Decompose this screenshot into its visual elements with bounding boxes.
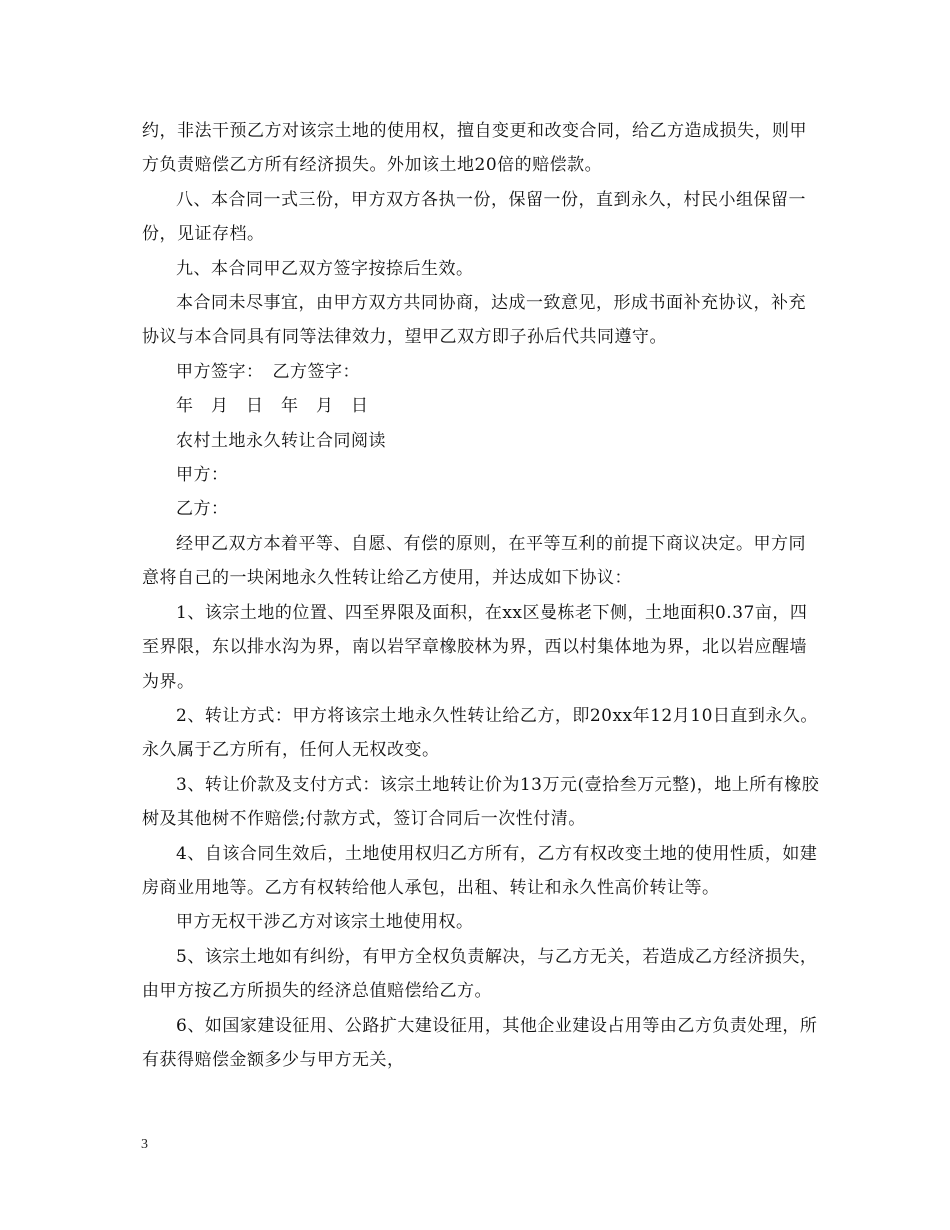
paragraph: 2、转让方式：甲方将该宗土地永久性转让给乙方，即20xx年12月10日直到永久。永久属于乙方所有，任何人无权改变。 xyxy=(142,705,818,761)
paragraph: 约，非法干预乙方对该宗土地的使用权，擅自变更和改变合同，给乙方造成损失，则甲方负责赔偿乙方所有经济损失。外加该土地20倍的赔偿款。 xyxy=(142,121,807,176)
paragraph: 4、自该合同生效后，土地使用权归乙方所有，乙方有权改变土地的使用性质，如建房商业用地等。乙方有权转给他人承包，出租、转让和永久性高价转让等。 xyxy=(142,843,818,898)
party-a-line: 甲方： xyxy=(176,465,229,486)
page-number: 3 xyxy=(141,1137,148,1152)
paragraph: 九、本合同甲乙双方签字按捺后生效。 xyxy=(176,258,474,279)
paragraph: 本合同未尽事宜，由甲方双方共同协商，达成一致意见，形成书面补充协议，补充协议与本合同具有同等法律效力，望甲乙双方即子孙后代共同遵守。 xyxy=(142,293,806,348)
paragraph: 甲方无权干涉乙方对该宗土地使用权。 xyxy=(176,912,474,933)
paragraph: 1、该宗土地的位置、四至界限及面积，在xx区曼栋老下侧，土地面积0.37亩，四至界限，东以排水沟为界，南以岩罕章橡胶林为界，西以村集体地为界，北以岩应醒墙为界。 xyxy=(142,602,808,692)
section-title: 农村土地永久转让合同阅读 xyxy=(176,430,386,451)
date-line: 年 月 日 年 月 日 xyxy=(176,396,369,417)
paragraph: 3、转让价款及支付方式：该宗土地转让价为13万元(壹拾叁万元整)，地上所有橡胶树及其他树不作赔偿;付款方式，签订合同后一次性付清。 xyxy=(142,774,820,830)
paragraph: 经甲乙双方本着平等、自愿、有偿的原则，在平等互利的前提下商议决定。甲方同意将自己的一块闲地永久性转让给乙方使用，并达成如下协议： xyxy=(142,533,806,589)
party-b-line: 乙方： xyxy=(176,499,229,520)
contract-body xyxy=(142,114,822,1077)
paragraph: 5、该宗土地如有纠纷，有甲方全权负责解决，与乙方无关，若造成乙方经济损失，由甲方按乙方所损失的经济总值赔偿给乙方。 xyxy=(142,946,818,1002)
signature-line: 甲方签字： 乙方签字： xyxy=(176,361,360,382)
paragraph: 6、如国家建设征用、公路扩大建设征用，其他企业建设占用等由乙方负责处理，所有获得赔偿金额多少与甲方无关， xyxy=(142,1015,818,1070)
paragraph: 八、本合同一式三份，甲方双方各执一份，保留一份，直到永久，村民小组保留一份，见证存档。 xyxy=(142,189,806,245)
